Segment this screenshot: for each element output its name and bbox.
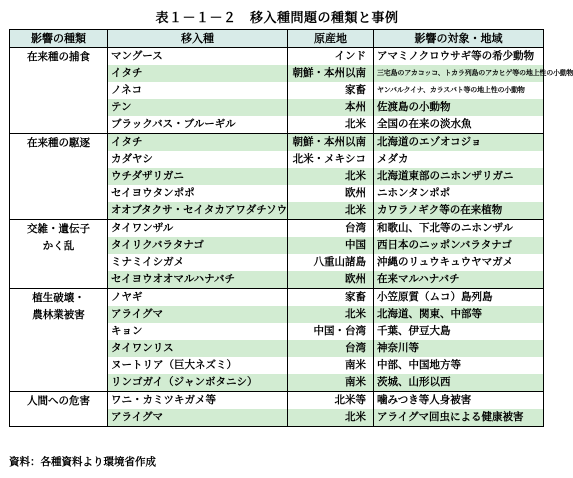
origin-cell: 北米 — [288, 202, 374, 220]
species-cell: セイヨウオオマルハナバチ — [108, 271, 288, 289]
header-row — [10, 30, 544, 48]
species-cell: カダヤシ — [108, 151, 288, 168]
origin-cell: 台湾 — [288, 340, 374, 357]
affected-cell: 和歌山、下北等のニホンザル — [374, 220, 544, 238]
source-note: 資料：各種資料より環境省作成 — [9, 456, 156, 468]
impact-category-line: 植生破壊・ — [32, 292, 85, 304]
impact-category — [10, 392, 108, 427]
species-cell: イタチ — [108, 134, 288, 152]
origin-cell: 中国・台湾 — [288, 323, 374, 340]
species-cell: タイワンリス — [108, 340, 288, 357]
species-cell: ノヤギ — [108, 289, 288, 307]
impact-category — [10, 289, 108, 392]
origin-cell: 南米 — [288, 374, 374, 392]
affected-cell: カワラノギク等の在来植物 — [374, 202, 544, 220]
table-body — [10, 48, 573, 427]
species-cell: ウチダザリガニ — [108, 168, 288, 185]
origin-cell: 北米 — [288, 116, 374, 134]
impact-category-line: 人間への危害 — [27, 395, 90, 407]
affected-cell: 西日本のニッポンバラタナゴ — [374, 237, 544, 254]
species-cell: キョン — [108, 323, 288, 340]
affected-cell: 佐渡島の小動物 — [374, 99, 544, 116]
origin-cell: 台湾 — [288, 220, 374, 238]
table-row — [10, 392, 544, 410]
affected-cell: アマミノクロウサギ等の希少動物 — [374, 48, 544, 66]
impact-category — [10, 134, 108, 220]
origin-cell: 北米・メキシコ — [288, 151, 374, 168]
affected-cell: 中部、中国地方等 — [374, 357, 544, 374]
origin-cell: 家畜 — [288, 289, 374, 307]
table-row — [10, 220, 544, 238]
origin-cell: 八重山諸島 — [288, 254, 374, 271]
origin-cell: 欧州 — [288, 271, 374, 289]
origin-cell: 欧州 — [288, 185, 374, 202]
affected-cell: 小笠原質（ムコ）島列島 — [374, 289, 544, 307]
species-cell: テン — [108, 99, 288, 116]
impact-category-line: 在来種の駆逐 — [27, 137, 90, 149]
species-cell: アライグマ — [108, 306, 288, 323]
origin-cell: 家畜 — [288, 82, 374, 99]
affected-cell: 北海道東部のニホンザリガニ — [374, 168, 544, 185]
header-impact-type: 影響の種類 — [10, 30, 108, 48]
species-cell: ブラックバス・ブルーギル — [108, 116, 288, 134]
origin-cell: 北米 — [288, 168, 374, 185]
header-origin: 原産地 — [288, 30, 374, 48]
species-cell: ミナミイシガメ — [108, 254, 288, 271]
species-cell: タイリクバラタナゴ — [108, 237, 288, 254]
affected-cell: 千葉、伊豆大島 — [374, 323, 544, 340]
impact-category — [10, 48, 108, 134]
origin-cell: 朝鮮・本州以南 — [288, 134, 374, 152]
impact-category-line: 交雑・遺伝子 — [27, 223, 90, 235]
affected-cell: メダカ — [374, 151, 544, 168]
affected-cell: 沖縄のリュウキュウヤマガメ — [374, 254, 544, 271]
species-cell: ヌートリア（巨大ネズミ） — [108, 357, 288, 374]
affected-cell: 茨城、山形以西 — [374, 374, 544, 392]
affected-cell: 三宅島のアカコッコ、トカラ列島のアカヒゲ等の地上性の小動物 — [374, 65, 544, 82]
affected-cell: 北海道、関東、中部等 — [374, 306, 544, 323]
impact-category — [10, 220, 108, 289]
affected-cell: ヤンバルクイナ、カラスバト等の地上性の小動物 — [374, 82, 544, 99]
origin-cell: 中国 — [288, 237, 374, 254]
species-cell: タイワンザル — [108, 220, 288, 238]
affected-cell: 噛みつき等人身被害 — [374, 392, 544, 410]
affected-cell: 全国の在来の淡水魚 — [374, 116, 544, 134]
species-cell: オオブタクサ・セイタカアワダチソウ — [108, 202, 288, 220]
table-row — [10, 289, 544, 307]
origin-cell: インド — [288, 48, 374, 66]
species-cell: セイヨウタンポポ — [108, 185, 288, 202]
species-cell: リンゴガイ（ジャンボタニシ） — [108, 374, 288, 392]
species-cell: アライグマ — [108, 409, 288, 427]
origin-cell: 北米 — [288, 306, 374, 323]
table-row — [10, 134, 544, 152]
table-title: 表１－１－２ 移入種問題の種類と事例 — [155, 11, 399, 26]
header-species: 移入種 — [108, 30, 288, 48]
impact-category-line: 農林業被害 — [32, 309, 85, 321]
species-cell: ワニ・カミツキガメ等 — [108, 392, 288, 410]
affected-cell: ニホンタンポポ — [374, 185, 544, 202]
affected-cell: 在来マルハナバチ — [374, 271, 544, 289]
impact-category-line: かく乱 — [42, 240, 75, 252]
species-cell: イタチ — [108, 65, 288, 82]
impact-category-line: 在来種の捕食 — [27, 51, 90, 63]
affected-cell: アライグマ回虫による健康被害 — [374, 409, 544, 427]
origin-cell: 朝鮮・本州以南 — [288, 65, 374, 82]
table-row — [10, 48, 544, 66]
species-cell: ノネコ — [108, 82, 288, 99]
origin-cell: 北米 — [288, 409, 374, 427]
invasive-species-table — [9, 29, 573, 427]
species-cell: マングース — [108, 48, 288, 66]
header-affected: 影響の対象・地域 — [374, 30, 544, 48]
origin-cell: 北米等 — [288, 392, 374, 410]
origin-cell: 南米 — [288, 357, 374, 374]
origin-cell: 本州 — [288, 99, 374, 116]
affected-cell: 神奈川等 — [374, 340, 544, 357]
affected-cell: 北海道のエゾオコジョ — [374, 134, 544, 152]
